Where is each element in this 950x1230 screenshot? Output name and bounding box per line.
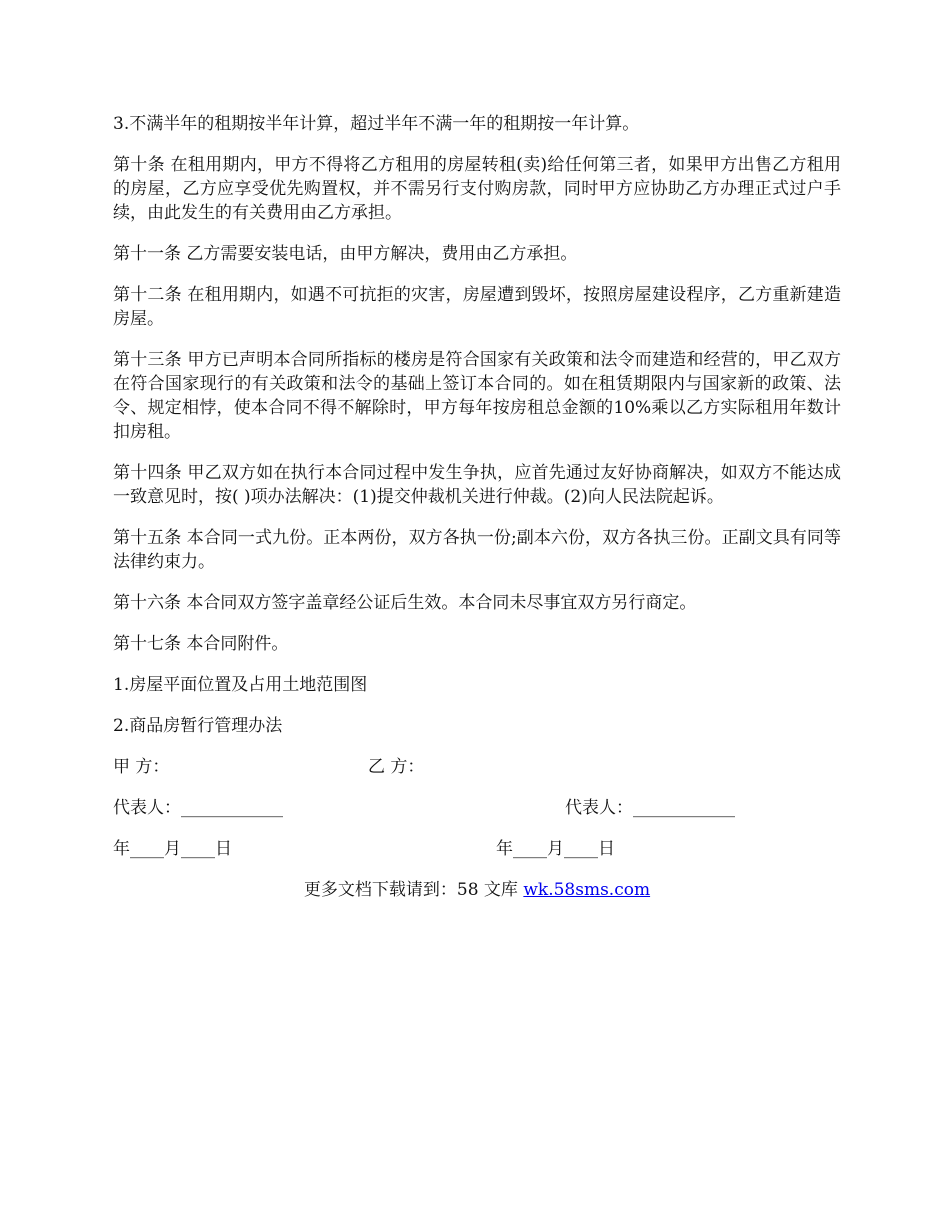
- party-b-date: 年____月____日: [496, 839, 615, 859]
- footer-link[interactable]: wk.58sms.com: [523, 880, 651, 900]
- paragraph-article-10: 第十条 在租用期内，甲方不得将乙方租用的房屋转租(卖)给任何第三者，如果甲方出售乙方租用的房屋，乙方应享受优先购置权，并不需另行支付购房款，同时甲方应协助乙方办理正式过户手续，由此发生的有关费用由乙方承担。: [113, 155, 841, 223]
- signature-parties-row: [113, 755, 841, 779]
- paragraph-article-11: 第十一条 乙方需要安装电话，由甲方解决，费用由乙方承担。: [113, 244, 578, 264]
- party-a-date: 年____月____日: [113, 839, 232, 859]
- signature-representatives-row: [113, 796, 841, 820]
- attachment-item-2: 2.商品房暂行管理办法: [113, 716, 283, 736]
- party-b-label: 乙 方：: [368, 757, 425, 777]
- paragraph-rent-term-rule: 3.不满半年的租期按半年计算，超过半年不满一年的租期按一年计算。: [113, 114, 640, 134]
- party-a-representative: 代表人：____________: [113, 798, 283, 818]
- party-b-representative: 代表人：____________: [565, 798, 735, 818]
- attachment-item-1: 1.房屋平面位置及占用土地范围图: [113, 675, 368, 695]
- paragraph-article-13: 第十三条 甲方已声明本合同所指标的楼房是符合国家有关政策和法令而建造和经营的，甲乙双方在符合国家现行的有关政策和法令的基础上签订本合同的。如在租赁期限内与国家新的政策、法令、规定相悖，使本合同不得不解除时，甲方每年按房租总金额的10%乘以乙方实际租用年数计扣房租。: [113, 350, 841, 442]
- document-page: [113, 112, 841, 902]
- paragraph-article-12: 第十二条 在租用期内，如遇不可抗拒的灾害，房屋遭到毁坏，按照房屋建设程序，乙方重新建造房屋。: [113, 285, 841, 329]
- paragraph-article-17: 第十七条 本合同附件。: [113, 634, 289, 654]
- paragraph-article-14: 第十四条 甲乙双方如在执行本合同过程中发生争执，应首先通过友好协商解决，如双方不能达成一致意见时，按( )项办法解决：(1)提交仲裁机关进行仲裁。(2)向人民法院起诉。: [113, 463, 841, 507]
- signature-dates-row: [113, 837, 841, 861]
- footer-download-note: [113, 878, 841, 902]
- party-a-label: 甲 方：: [113, 757, 170, 777]
- paragraph-article-16: 第十六条 本合同双方签字盖章经公证后生效。本合同未尽事宜双方另行商定。: [113, 593, 697, 613]
- footer-text: 更多文档下载请到：58 文库: [303, 880, 524, 900]
- paragraph-article-15: 第十五条 本合同一式九份。正本两份，双方各执一份;副本六份，双方各执三份。正副文具有同等法律约束力。: [113, 528, 841, 572]
